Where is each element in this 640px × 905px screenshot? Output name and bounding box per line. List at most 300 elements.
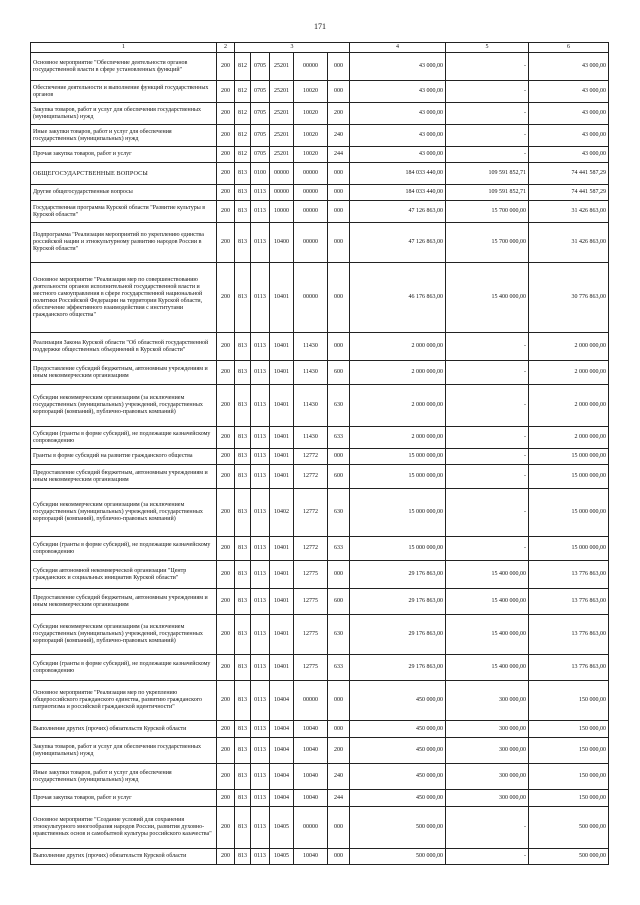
amount-cell: 43 000,00 (529, 147, 609, 163)
row-name-cell: Выполнение других (прочих) обязательств Курской области (31, 849, 217, 865)
amount-cell: 300 000,00 (446, 681, 529, 721)
code-cell: 10020 (294, 147, 328, 163)
code-cell: 00000 (294, 263, 328, 333)
code-cell: 10405 (270, 849, 294, 865)
amount-cell: 450 000,00 (350, 764, 446, 790)
amount-cell: 450 000,00 (350, 790, 446, 807)
code-cell: 200 (217, 589, 235, 615)
code-cell: 240 (328, 125, 350, 147)
table-row (31, 589, 609, 615)
amount-cell: - (446, 489, 529, 537)
row-name-cell: Другие общегосударственные вопросы (31, 185, 217, 201)
amount-cell: 300 000,00 (446, 721, 529, 738)
code-cell: 0113 (251, 263, 270, 333)
code-cell: 200 (217, 537, 235, 561)
code-cell: 0113 (251, 681, 270, 721)
code-cell: 10401 (270, 427, 294, 449)
amount-cell: - (446, 465, 529, 489)
code-cell: 0113 (251, 427, 270, 449)
table-row (31, 449, 609, 465)
code-cell: 12775 (294, 561, 328, 589)
amount-cell: 2 000 000,00 (350, 361, 446, 385)
amount-cell: 43 000,00 (529, 81, 609, 103)
code-cell: 240 (328, 764, 350, 790)
row-name-cell: Основное мероприятие "Реализация мер по совершенствованию деятельности органов исполнительной государственной власти и местного самоуправления в сфере государственной национальной политики Российской Федерации на территории Курской области, обеспечение эффективного взаимодействия с институтами гражданского общества" (31, 263, 217, 333)
code-cell: 200 (217, 721, 235, 738)
amount-cell: 43 000,00 (350, 81, 446, 103)
table-row (31, 537, 609, 561)
row-name-cell: Предоставление субсидий бюджетным, автономным учреждениям и иным некоммерческим организациям (31, 465, 217, 489)
code-cell: 000 (328, 163, 350, 185)
code-cell: 000 (328, 53, 350, 81)
code-cell: 813 (235, 849, 251, 865)
code-cell: 813 (235, 361, 251, 385)
amount-cell: 15 000 000,00 (350, 465, 446, 489)
code-cell: 000 (328, 561, 350, 589)
code-cell: 25201 (270, 81, 294, 103)
code-cell: 0100 (251, 163, 270, 185)
row-name-cell: Субсидия автономной некоммерческой организации "Центр гражданских и социальных инициатив Курской области" (31, 561, 217, 589)
row-name-cell: Основное мероприятие "Обеспечение деятельности органов государственной власти в сфере установленных функций" (31, 53, 217, 81)
amount-cell: 15 400 000,00 (446, 561, 529, 589)
amount-cell: - (446, 333, 529, 361)
amount-cell: 15 700 000,00 (446, 201, 529, 223)
header-cell: 5 (446, 43, 529, 53)
amount-cell: 109 591 852,71 (446, 163, 529, 185)
code-cell: 12775 (294, 655, 328, 681)
code-cell: 10401 (270, 615, 294, 655)
code-cell: 10401 (270, 655, 294, 681)
row-name-cell: Иные закупки товаров, работ и услуг для обеспечения государственных (муниципальных) нужд (31, 764, 217, 790)
table-row (31, 790, 609, 807)
table-row (31, 125, 609, 147)
amount-cell: 184 033 440,00 (350, 163, 446, 185)
code-cell: 813 (235, 790, 251, 807)
code-cell: 000 (328, 849, 350, 865)
table-row (31, 764, 609, 790)
amount-cell: 31 426 863,00 (529, 201, 609, 223)
code-cell: 200 (217, 361, 235, 385)
amount-cell: 15 000 000,00 (350, 537, 446, 561)
code-cell: 813 (235, 427, 251, 449)
row-name-cell: Закупка товаров, работ и услуг для обеспечения государственных (муниципальных) нужд (31, 103, 217, 125)
table-row (31, 489, 609, 537)
code-cell: 630 (328, 615, 350, 655)
code-cell: 000 (328, 333, 350, 361)
table-row (31, 849, 609, 865)
code-cell: 630 (328, 385, 350, 427)
amount-cell: 74 441 587,29 (529, 163, 609, 185)
amount-cell: 31 426 863,00 (529, 223, 609, 263)
code-cell: 0113 (251, 561, 270, 589)
code-cell: 0113 (251, 465, 270, 489)
code-cell: 11430 (294, 361, 328, 385)
code-cell: 11430 (294, 385, 328, 427)
table-row (31, 385, 609, 427)
table-row (31, 721, 609, 738)
code-cell: 0113 (251, 185, 270, 201)
amount-cell: - (446, 125, 529, 147)
amount-cell: - (446, 53, 529, 81)
table-row (31, 427, 609, 449)
code-cell: 0113 (251, 764, 270, 790)
code-cell: 813 (235, 163, 251, 185)
code-cell: 10401 (270, 561, 294, 589)
code-cell: 00000 (294, 201, 328, 223)
code-cell: 813 (235, 764, 251, 790)
row-name-cell: Подпрограмма "Реализация мероприятий по укреплению единства российской нации и этнокультурному развитию народов России в Курской области" (31, 223, 217, 263)
amount-cell: 184 033 440,00 (350, 185, 446, 201)
table-row (31, 103, 609, 125)
amount-cell: 2 000 000,00 (350, 427, 446, 449)
amount-cell: - (446, 807, 529, 849)
code-cell: 200 (217, 201, 235, 223)
code-cell: 10040 (294, 849, 328, 865)
code-cell: 813 (235, 561, 251, 589)
code-cell: 10040 (294, 738, 328, 764)
code-cell: 25201 (270, 147, 294, 163)
amount-cell: 47 126 863,00 (350, 201, 446, 223)
row-name-cell: Гранты в форме субсидий на развитие гражданского общества (31, 449, 217, 465)
code-cell: 00000 (294, 807, 328, 849)
amount-cell: 15 000 000,00 (529, 449, 609, 465)
row-name-cell: Субсидии (гранты в форме субсидий), не подлежащие казначейскому сопровождению (31, 427, 217, 449)
row-name-cell: Обеспечение деятельности и выполнение функций государственных органов (31, 81, 217, 103)
code-cell: 200 (217, 764, 235, 790)
code-cell: 10405 (270, 807, 294, 849)
code-cell: 00000 (294, 53, 328, 81)
code-cell: 200 (217, 53, 235, 81)
code-cell: 200 (217, 385, 235, 427)
amount-cell: 43 000,00 (350, 53, 446, 81)
code-cell: 0113 (251, 201, 270, 223)
amount-cell: 2 000 000,00 (529, 427, 609, 449)
code-cell: 12772 (294, 465, 328, 489)
code-cell: 00000 (294, 163, 328, 185)
amount-cell: 150 000,00 (529, 764, 609, 790)
code-cell: 600 (328, 589, 350, 615)
code-cell: 12775 (294, 589, 328, 615)
code-cell: 200 (217, 103, 235, 125)
amount-cell: 2 000 000,00 (350, 333, 446, 361)
code-cell: 25201 (270, 103, 294, 125)
code-cell: 813 (235, 615, 251, 655)
amount-cell: - (446, 537, 529, 561)
code-cell: 10404 (270, 764, 294, 790)
code-cell: 200 (217, 489, 235, 537)
code-cell: 0113 (251, 537, 270, 561)
code-cell: 0705 (251, 103, 270, 125)
row-name-cell: ОБЩЕГОСУДАРСТВЕННЫЕ ВОПРОСЫ (31, 163, 217, 185)
code-cell: 812 (235, 147, 251, 163)
code-cell: 200 (217, 738, 235, 764)
row-name-cell: Субсидии (гранты в форме субсидий), не подлежащие казначейскому сопровождению (31, 655, 217, 681)
code-cell: 10040 (294, 764, 328, 790)
amount-cell: - (446, 361, 529, 385)
row-name-cell: Субсидии некоммерческим организациям (за исключением государственных (муниципальных) учреждений, государственных корпораций (компаний), публично-правовых компаний) (31, 615, 217, 655)
code-cell: 11430 (294, 427, 328, 449)
code-cell: 813 (235, 537, 251, 561)
code-cell: 813 (235, 738, 251, 764)
table-row (31, 185, 609, 201)
code-cell: 200 (217, 81, 235, 103)
amount-cell: - (446, 103, 529, 125)
row-name-cell: Государственная программа Курской области "Развитие культуры в Курской области" (31, 201, 217, 223)
amount-cell: 2 000 000,00 (529, 385, 609, 427)
code-cell: 200 (217, 125, 235, 147)
amount-cell: 150 000,00 (529, 790, 609, 807)
page-number: 171 (314, 22, 326, 31)
amount-cell: - (446, 449, 529, 465)
amount-cell: 450 000,00 (350, 738, 446, 764)
code-cell: 200 (217, 185, 235, 201)
amount-cell: 13 776 863,00 (529, 589, 609, 615)
amount-cell: 46 176 863,00 (350, 263, 446, 333)
code-cell: 10404 (270, 790, 294, 807)
table-row (31, 681, 609, 721)
row-name-cell: Основное мероприятие "Создание условий для сохранения этнокультурного многообразия народов России, развития духовно-нравственных основ и самобытной культуры российского казачества" (31, 807, 217, 849)
amount-cell: 43 000,00 (529, 103, 609, 125)
row-name-cell: Прочая закупка товаров, работ и услуг (31, 147, 217, 163)
code-cell: 0113 (251, 361, 270, 385)
code-cell: 0113 (251, 223, 270, 263)
table-row (31, 53, 609, 81)
code-cell: 000 (328, 201, 350, 223)
code-cell: 0113 (251, 489, 270, 537)
code-cell: 812 (235, 125, 251, 147)
code-cell: 813 (235, 185, 251, 201)
header-cell: 2 (217, 43, 235, 53)
code-cell: 0113 (251, 449, 270, 465)
code-cell: 200 (217, 681, 235, 721)
amount-cell: 29 176 863,00 (350, 561, 446, 589)
amount-cell: 43 000,00 (529, 53, 609, 81)
code-cell: 600 (328, 361, 350, 385)
code-cell: 0113 (251, 589, 270, 615)
code-cell: 813 (235, 489, 251, 537)
amount-cell: 13 776 863,00 (529, 615, 609, 655)
budget-table (30, 42, 609, 865)
code-cell: 11430 (294, 333, 328, 361)
amount-cell: 500 000,00 (350, 849, 446, 865)
row-name-cell: Прочая закупка товаров, работ и услуг (31, 790, 217, 807)
header-cell: 3 (235, 43, 350, 53)
code-cell: 10400 (270, 223, 294, 263)
amount-cell: 15 000 000,00 (529, 465, 609, 489)
amount-cell: - (446, 81, 529, 103)
row-name-cell: Субсидии некоммерческим организациям (за исключением государственных (муниципальных) учреждений, государственных корпораций (компаний), публично-правовых компаний) (31, 489, 217, 537)
amount-cell: 47 126 863,00 (350, 223, 446, 263)
amount-cell: 500 000,00 (350, 807, 446, 849)
code-cell: 10020 (294, 125, 328, 147)
code-cell: 813 (235, 333, 251, 361)
amount-cell: 150 000,00 (529, 721, 609, 738)
code-cell: 10401 (270, 589, 294, 615)
code-cell: 813 (235, 721, 251, 738)
code-cell: 10401 (270, 537, 294, 561)
amount-cell: 15 400 000,00 (446, 263, 529, 333)
amount-cell: 300 000,00 (446, 738, 529, 764)
code-cell: 0113 (251, 738, 270, 764)
code-cell: 244 (328, 147, 350, 163)
amount-cell: 450 000,00 (350, 721, 446, 738)
code-cell: 10401 (270, 361, 294, 385)
code-cell: 812 (235, 53, 251, 81)
amount-cell: 15 400 000,00 (446, 655, 529, 681)
amount-cell: - (446, 385, 529, 427)
amount-cell: 450 000,00 (350, 681, 446, 721)
amount-cell: 43 000,00 (350, 125, 446, 147)
code-cell: 10401 (270, 449, 294, 465)
amount-cell: 500 000,00 (529, 849, 609, 865)
amount-cell: 74 441 587,29 (529, 185, 609, 201)
code-cell: 10401 (270, 263, 294, 333)
table-row (31, 465, 609, 489)
code-cell: 10401 (270, 465, 294, 489)
table-row (31, 333, 609, 361)
code-cell: 10401 (270, 333, 294, 361)
code-cell: 0705 (251, 125, 270, 147)
amount-cell: 43 000,00 (529, 125, 609, 147)
code-cell: 200 (217, 465, 235, 489)
code-cell: 200 (217, 849, 235, 865)
code-cell: 10401 (270, 385, 294, 427)
table-row (31, 147, 609, 163)
table-row (31, 615, 609, 655)
code-cell: 0113 (251, 385, 270, 427)
code-cell: 813 (235, 681, 251, 721)
code-cell: 12772 (294, 449, 328, 465)
code-cell: 200 (217, 449, 235, 465)
header-cell: 1 (31, 43, 217, 53)
table-row (31, 807, 609, 849)
amount-cell: 109 591 852,71 (446, 185, 529, 201)
code-cell: 0705 (251, 147, 270, 163)
amount-cell: 29 176 863,00 (350, 615, 446, 655)
code-cell: 12772 (294, 537, 328, 561)
row-name-cell: Предоставление субсидий бюджетным, автономным учреждениям и иным некоммерческим организациям (31, 589, 217, 615)
amount-cell: - (446, 147, 529, 163)
table-row (31, 81, 609, 103)
code-cell: 000 (328, 449, 350, 465)
code-cell: 10020 (294, 103, 328, 125)
code-cell: 10000 (270, 201, 294, 223)
code-cell: 00000 (270, 185, 294, 201)
code-cell: 633 (328, 655, 350, 681)
code-cell: 200 (328, 103, 350, 125)
code-cell: 633 (328, 427, 350, 449)
code-cell: 200 (217, 263, 235, 333)
code-cell: 813 (235, 807, 251, 849)
code-cell: 812 (235, 81, 251, 103)
amount-cell: 15 700 000,00 (446, 223, 529, 263)
table-row (31, 655, 609, 681)
code-cell: 200 (217, 615, 235, 655)
table-row (31, 738, 609, 764)
amount-cell: 2 000 000,00 (529, 361, 609, 385)
code-cell: 0113 (251, 615, 270, 655)
amount-cell: 2 000 000,00 (350, 385, 446, 427)
table-row (31, 223, 609, 263)
code-cell: 000 (328, 223, 350, 263)
code-cell: 10404 (270, 721, 294, 738)
amount-cell: 150 000,00 (529, 681, 609, 721)
amount-cell: 15 000 000,00 (350, 449, 446, 465)
code-cell: 00000 (270, 163, 294, 185)
code-cell: 0113 (251, 849, 270, 865)
table-row (31, 263, 609, 333)
code-cell: 0113 (251, 333, 270, 361)
code-cell: 10404 (270, 738, 294, 764)
code-cell: 000 (328, 721, 350, 738)
code-cell: 813 (235, 655, 251, 681)
amount-cell: 150 000,00 (529, 738, 609, 764)
code-cell: 813 (235, 589, 251, 615)
code-cell: 244 (328, 790, 350, 807)
code-cell: 813 (235, 385, 251, 427)
code-cell: 812 (235, 103, 251, 125)
code-cell: 00000 (294, 185, 328, 201)
code-cell: 200 (217, 561, 235, 589)
table-row (31, 561, 609, 589)
code-cell: 00000 (294, 681, 328, 721)
code-cell: 600 (328, 465, 350, 489)
amount-cell: 15 000 000,00 (529, 537, 609, 561)
row-name-cell: Выполнение других (прочих) обязательств Курской области (31, 721, 217, 738)
code-cell: 0705 (251, 81, 270, 103)
code-cell: 000 (328, 81, 350, 103)
code-cell: 12772 (294, 489, 328, 537)
table-row (31, 361, 609, 385)
header-cell: 6 (529, 43, 609, 53)
code-cell: 000 (328, 807, 350, 849)
code-cell: 200 (328, 738, 350, 764)
table-header-row (31, 43, 609, 53)
amount-cell: 13 776 863,00 (529, 561, 609, 589)
amount-cell: 15 400 000,00 (446, 615, 529, 655)
code-cell: 813 (235, 201, 251, 223)
amount-cell: 15 000 000,00 (350, 489, 446, 537)
amount-cell: 30 776 863,00 (529, 263, 609, 333)
code-cell: 633 (328, 537, 350, 561)
code-cell: 10402 (270, 489, 294, 537)
amount-cell: 15 400 000,00 (446, 589, 529, 615)
amount-cell: 43 000,00 (350, 147, 446, 163)
code-cell: 200 (217, 427, 235, 449)
row-name-cell: Закупка товаров, работ и услуг для обеспечения государственных (муниципальных) нужд (31, 738, 217, 764)
code-cell: 630 (328, 489, 350, 537)
code-cell: 10020 (294, 81, 328, 103)
code-cell: 200 (217, 790, 235, 807)
code-cell: 813 (235, 465, 251, 489)
code-cell: 813 (235, 263, 251, 333)
code-cell: 200 (217, 147, 235, 163)
row-name-cell: Иные закупки товаров, работ и услуг для обеспечения государственных (муниципальных) нужд (31, 125, 217, 147)
amount-cell: 300 000,00 (446, 764, 529, 790)
row-name-cell: Предоставление субсидий бюджетным, автономным учреждениям и иным некоммерческим организациям (31, 361, 217, 385)
amount-cell: - (446, 849, 529, 865)
amount-cell: 2 000 000,00 (529, 333, 609, 361)
code-cell: 000 (328, 185, 350, 201)
code-cell: 25201 (270, 125, 294, 147)
code-cell: 813 (235, 449, 251, 465)
code-cell: 200 (217, 333, 235, 361)
amount-cell: 29 176 863,00 (350, 655, 446, 681)
code-cell: 813 (235, 223, 251, 263)
amount-cell: 43 000,00 (350, 103, 446, 125)
code-cell: 000 (328, 263, 350, 333)
amount-cell: 300 000,00 (446, 790, 529, 807)
